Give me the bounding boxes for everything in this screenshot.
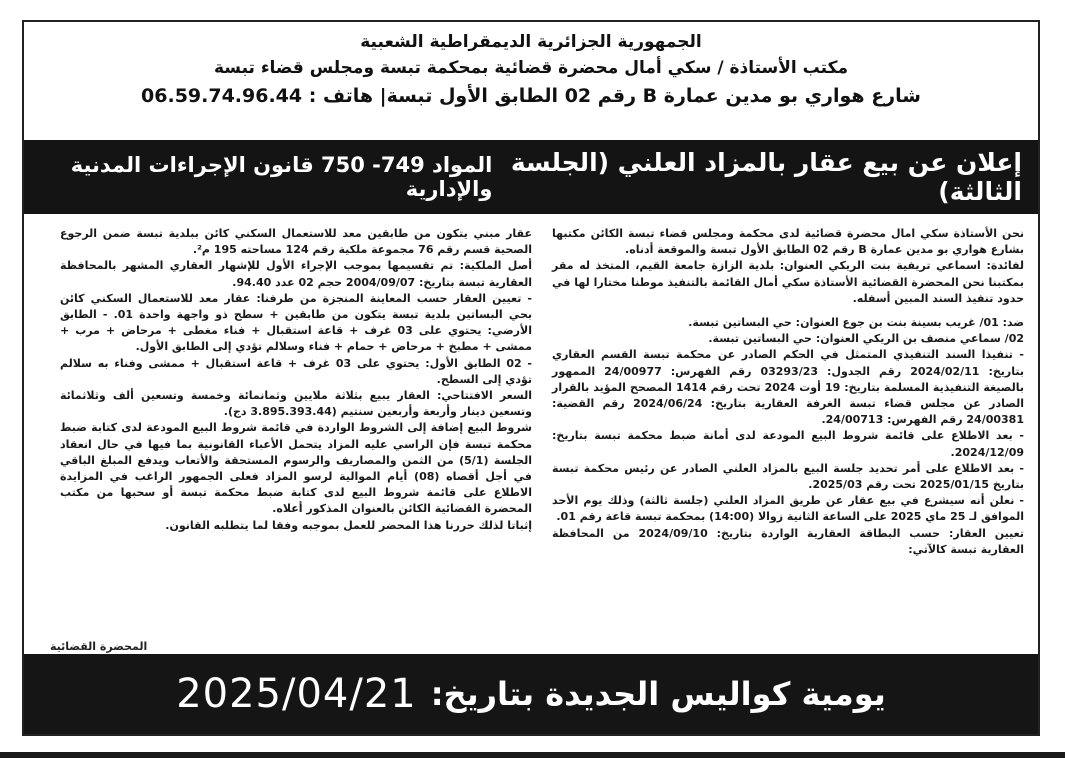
paragraph: - بعد الاطلاع على أمر تحديد جلسة البيع بالمزاد العلني الصادر عن رئيس محكمة تبسة بتاريخ 2025/01/15 تحت رقم 2025/03. [552, 461, 1024, 492]
legal-notice [22, 20, 1040, 736]
signature-label: المحضرة القضائية [50, 640, 148, 653]
page-divider [0, 752, 1065, 758]
left-column [60, 226, 532, 534]
publication-date: 2025/04/21 [176, 671, 417, 717]
header-republic: الجمهورية الجزائرية الديمقراطية الشعبية [360, 32, 702, 52]
notice-title: إعلان عن بيع عقار بالمزاد العلني (الجلسة الثالثة) [510, 148, 1022, 206]
paragraph: نحن الأستاذة سكي امال محضرة قضائية لدى محكمة ومجلس قضاء تبسة الكائن مكتبها بشارع هواري بو مدين عمارة B رقم 02 الطابق الأول تبسة والموقعة أدناه. [552, 227, 1024, 257]
notice-body [24, 216, 1038, 658]
publication-footer [24, 654, 1038, 734]
paragraph: إثباتا لذلك حررنا هذا المحضر للعمل بموجبه وفقا لما يتطلبه القانون. [165, 518, 532, 532]
paragraph: - تنفيذا السند التنفيذي المتمثل في الحكم الصادر عن محكمة تبسة القسم العقاري بتاريخ: 2024/02/11 رقم الجدول: 03293/23 رقم الفهرس: 24/00977 الممهور بالصيغة التنفيذية المسلمة بتاريخ: 19 أوت 2024 تحت رقم 1414 المصحح المؤيد بالقرار الصادر عن مجلس قضاء تبسة الغرفة العقارية بتاريخ: 2024/06/24 رقم القضية: 24/00381 رقم الفهرس: 24/00713. [552, 348, 1024, 427]
paragraph: لفائدة: اسماعي تريفية بنت الريكي العنوان: بلدية الزازة جامعة القيم، المتخذ له مقر بمكتبنا نحن المحضرة القضائية الأستاذة سكي أمال القائمة بالتنفيذ موطنا مختارا لها في حدود تنفيذ السند المبين أسفله. [552, 259, 1024, 305]
paragraph: أصل الملكية: تم تقسيمها بموجب الإجراء الأول للإشهار العقاري المشهر بالمحافظة العقارية تبسة بتاريخ: 2004/09/07 حجم 02 عدد 94.40. [60, 259, 532, 289]
paragraph: - بعد الاطلاع على قائمة شروط البيع المودعة لدى أمانة ضبط محكمة تبسة بتاريخ: 2024/12/09. [552, 429, 1024, 459]
notice-header [24, 22, 1038, 138]
paragraph: شروط البيع إضافة إلى الشروط الواردة في قائمة شروط البيع المودعة لدى كتابة ضبط محكمة تبسة فإن الراسي عليه المزاد يتحمل الأعباء القانونية بما فيها في حال انعقاد الجلسة (5/1) من الثمن والمصاريف والرسوم المستحقة والأتعاب ويدفع المبلغ الباقي في أجل أقصاه (08) أيام الموالية لرسو المزاد فعلى الجمهور الراغب في المزايدة الاطلاع على قائمة شروط البيع لدى كتابة ضبط محكمة تبسة أو سحبها من مكتب المحضرة القضائية الكائن بالعنوان المذكور أعلاه. [60, 421, 533, 516]
header-bailiff-office: مكتب الأستاذة / سكي أمال محضرة قضائية بمحكمة تبسة ومجلس قضاء تبسة [213, 58, 849, 78]
paragraph: ضد: 01/ غريب بسينة بنت بن جوع العنوان: حي البساتين تبسة. [688, 316, 1024, 330]
paragraph: - تعيين العقار حسب المعاينة المنجزة من طرفنا: عقار معد للاستعمال السكني كائن بحي البساتين بلدية تبسة يتكون من طابقين + سطح ذو واجهة واحدة 01. - الطابق الأرضي: يحتوي على 03 غرف + قاعة استقبال + فناء مغطى + مرحاض + مرب + ممشى + مطبخ + مرحاض + حمام + فناء وسلالم تؤدي إلى الطابق الأول. [60, 291, 533, 354]
notice-title-bar [24, 140, 1038, 214]
paragraph: تعيين العقار: حسب البطاقة العقارية الواردة بتاريخ: 2024/09/10 من المحافظة العقارية تبسة كالآتي: [552, 526, 1024, 556]
paragraph: 02/ سماعي منصف بن الريكي العنوان: حي البساتين تبسة. [708, 332, 1024, 346]
right-column [552, 226, 1024, 558]
notice-law-reference: المواد 749- 750 قانون الإجراءات المدنية والإدارية [70, 153, 493, 201]
paragraph: السعر الافتتاحي: العقار يبيع بثلاثة ملايين وثمانمائة وخمسة وتسعين ألف وثلاثمائة وتسعين دينار وأربعة وأربعين سنتيم (3.895.393.44 دج). [60, 389, 532, 419]
paragraph: - نعلن أنه سيشرع في بيع عقار عن طريق المزاد العلني (جلسة ثالثة) وذلك يوم الأحد الموافق لـ 25 ماي 2025 على الساعة الثانية زوالا (14:00) بمحكمة تبسة قاعة رقم 01. [552, 494, 1024, 524]
paragraph: عقار مبني يتكون من طابقين معد للاستعمال السكني كائن ببلدية تبسة ضمن الرجوع الصحية قسم رقم 76 مجموعة ملكية رقم 124 مساحته 195 م². [60, 227, 532, 257]
publication-label: يومية كواليس الجديدة بتاريخ: [430, 675, 886, 713]
header-address-phone: شارع هواري بو مدين عمارة B رقم 02 الطابق الأول تبسة| هاتف : 06.59.74.96.44 [141, 85, 921, 107]
paragraph: - 02 الطابق الأول: يحتوي على 03 غرف + قاعة استقبال + ممشى وفناء به سلالم تؤدي إلى السطح. [60, 356, 532, 386]
